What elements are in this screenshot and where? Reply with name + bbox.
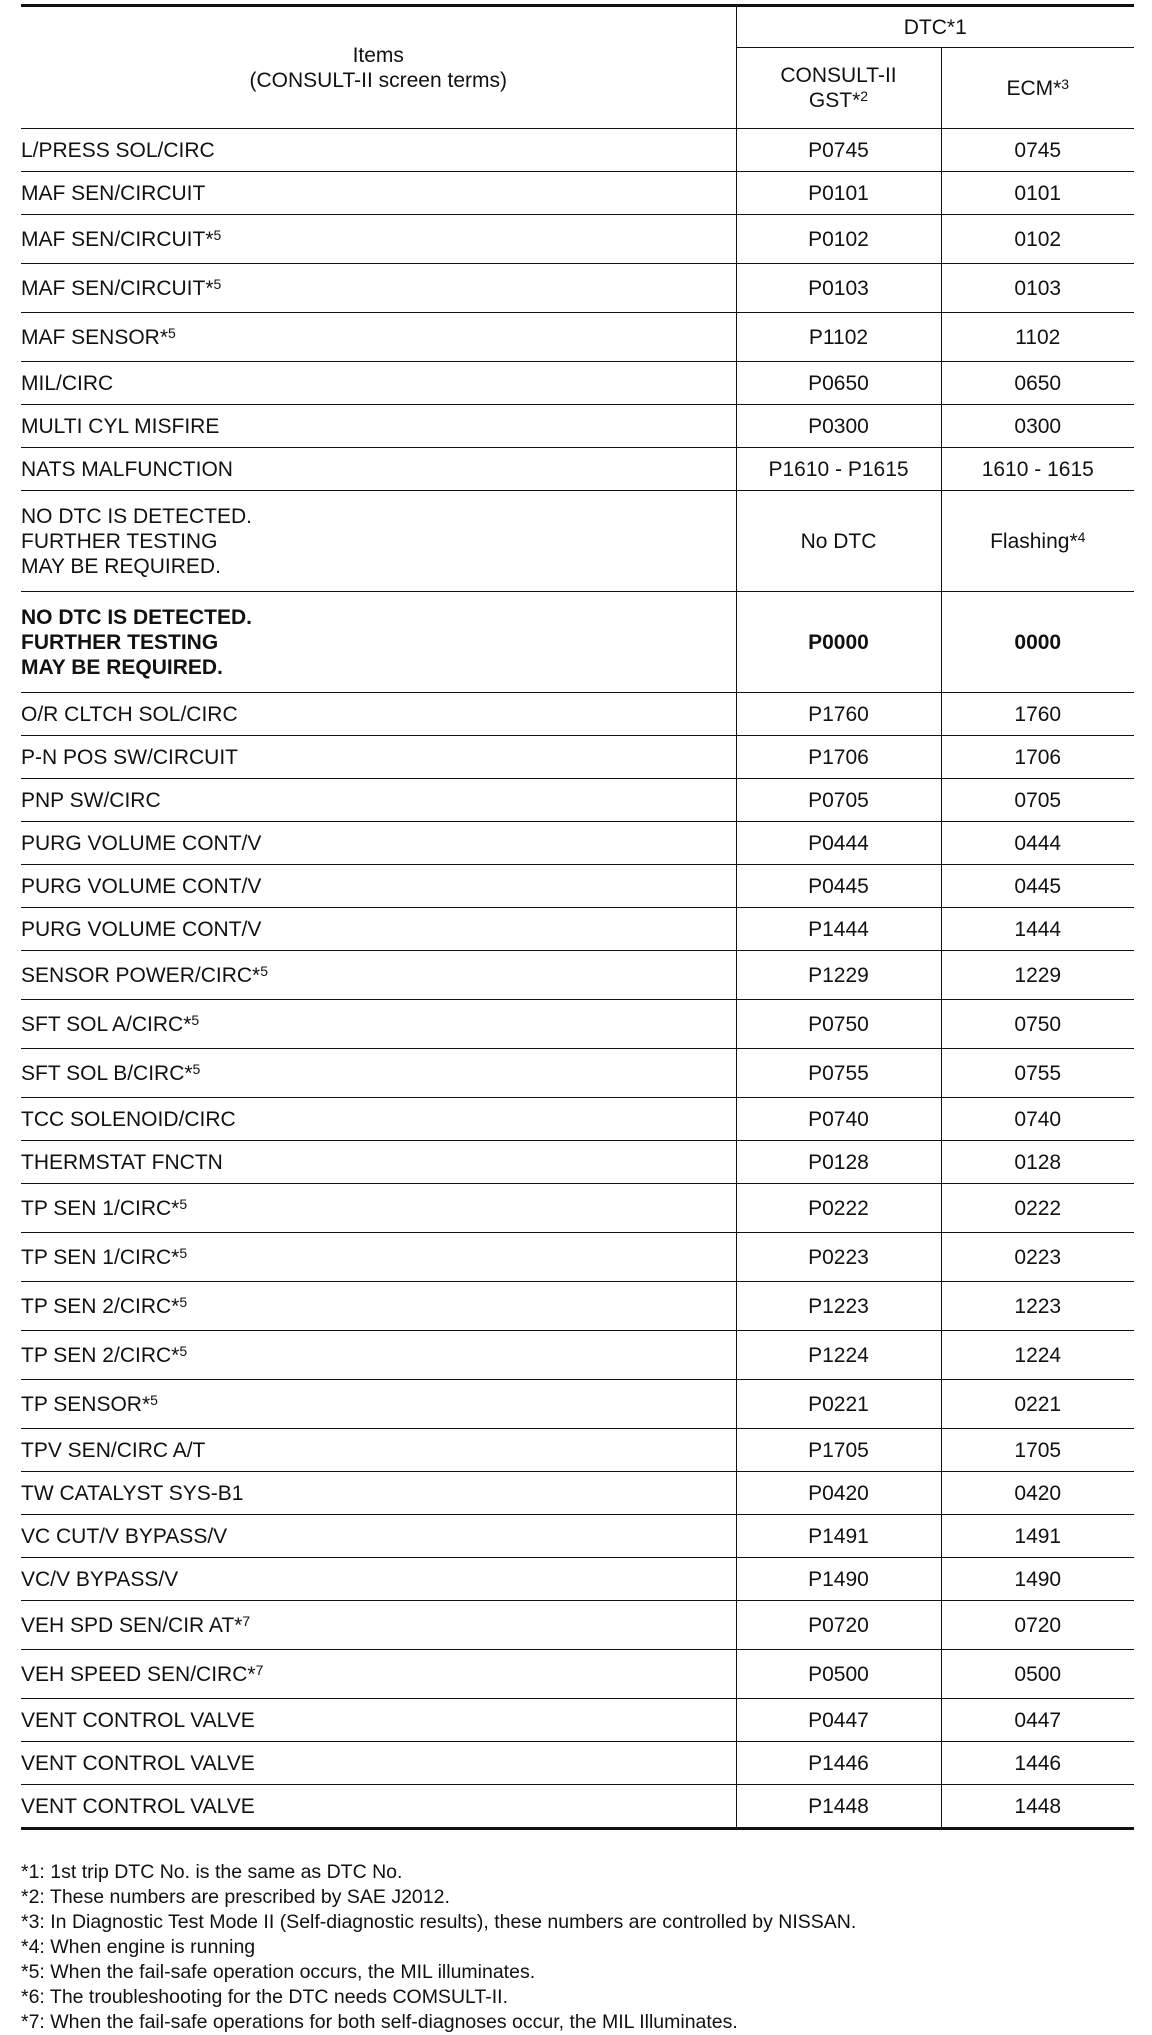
consult-gst-code: P1490 xyxy=(736,1558,941,1601)
footnote: *7: When the fail-safe operations for both self-diagnoses occur, the MIL Illuminates. xyxy=(21,2011,738,2033)
footnote-ref: 3 xyxy=(1061,75,1070,92)
ecm-code-text: 1224 xyxy=(1014,1343,1062,1367)
ecm-code xyxy=(941,1601,1134,1650)
ecm-code xyxy=(941,448,1134,491)
consult-gst-code: P0745 xyxy=(736,129,941,172)
table-row xyxy=(21,1742,1134,1785)
ecm-code-text: 0720 xyxy=(1014,1613,1062,1637)
consult-gst-code: P0650 xyxy=(736,362,941,405)
ecm-code xyxy=(941,1184,1134,1233)
item-cell xyxy=(21,1515,736,1558)
ecm-code xyxy=(941,1098,1134,1141)
item-cell xyxy=(21,1184,736,1233)
footnote: *1: 1st trip DTC No. is the same as DTC No. xyxy=(21,1861,403,1883)
ecm-column-header xyxy=(941,48,1134,129)
item-text: O/R CLTCH SOL/CIRC xyxy=(21,702,238,726)
items-column-header xyxy=(21,6,736,129)
table-row xyxy=(21,313,1134,362)
item-text: TP SEN 1/CIRC* xyxy=(21,1245,180,1269)
ecm-code-text: 0500 xyxy=(1014,1662,1062,1686)
ecm-code-text: 0222 xyxy=(1014,1196,1062,1220)
item-cell xyxy=(21,405,736,448)
item-text: TPV SEN/CIRC A/T xyxy=(21,1438,206,1462)
ecm-code-text: 0755 xyxy=(1014,1061,1062,1085)
items-header-line2: (CONSULT-II screen terms) xyxy=(249,68,507,92)
item-text: TP SENSOR* xyxy=(21,1392,151,1416)
ecm-code-text: 1705 xyxy=(1014,1438,1062,1462)
table-row xyxy=(21,1558,1134,1601)
ecm-code-text: 0745 xyxy=(1014,138,1062,162)
ecm-code xyxy=(941,1233,1134,1282)
ecm-code-text: 0221 xyxy=(1014,1392,1062,1416)
item-cell xyxy=(21,129,736,172)
table-row xyxy=(21,1699,1134,1742)
ecm-code xyxy=(941,362,1134,405)
table-row xyxy=(21,1380,1134,1429)
item-cell xyxy=(21,1558,736,1601)
ecm-code xyxy=(941,313,1134,362)
table-row xyxy=(21,1429,1134,1472)
item-cell xyxy=(21,362,736,405)
ecm-code-text: 1706 xyxy=(1014,745,1062,769)
footnote: *5: When the fail-safe operation occurs, the MIL illuminates. xyxy=(21,1961,536,1983)
ecm-code xyxy=(941,1000,1134,1049)
consult-gst-code: P1705 xyxy=(736,1429,941,1472)
footnote-ref: 5 xyxy=(191,1011,200,1028)
item-cell xyxy=(21,1331,736,1380)
ecm-code-text: 0705 xyxy=(1014,788,1062,812)
ecm-code-text: Flashing* xyxy=(990,529,1078,553)
consult-gst-code: P1706 xyxy=(736,736,941,779)
ecm-code-text: 1610 - 1615 xyxy=(981,457,1094,481)
item-text: VENT CONTROL VALVE xyxy=(21,1751,255,1775)
footnotes xyxy=(21,1860,1134,2035)
item-cell xyxy=(21,1472,736,1515)
ecm-code xyxy=(941,129,1134,172)
footnote: *4: When engine is running xyxy=(21,1936,256,1958)
ecm-code xyxy=(941,693,1134,736)
consult-gst-code: P0500 xyxy=(736,1650,941,1699)
table-row xyxy=(21,822,1134,865)
table-row xyxy=(21,1785,1134,1829)
ecm-code xyxy=(941,779,1134,822)
consult-gst-code: P0705 xyxy=(736,779,941,822)
item-cell xyxy=(21,1098,736,1141)
item-text: PURG VOLUME CONT/V xyxy=(21,874,262,898)
ecm-code xyxy=(941,491,1134,592)
item-text: MAF SEN/CIRCUIT* xyxy=(21,227,214,251)
consult-gst-code: P0740 xyxy=(736,1098,941,1141)
table-row xyxy=(21,1515,1134,1558)
ecm-code-text: 1446 xyxy=(1014,1751,1062,1775)
items-header-line1: Items xyxy=(352,43,404,67)
ecm-code-text: 0000 xyxy=(1014,630,1062,654)
consult-gst-code: P0447 xyxy=(736,1699,941,1742)
table-row xyxy=(21,448,1134,491)
item-text: MAF SEN/CIRCUIT* xyxy=(21,276,214,300)
footnote: *3: In Diagnostic Test Mode II (Self-diagnostic results), these numbers are controlled by NISSAN. xyxy=(21,1911,857,1933)
item-cell xyxy=(21,1049,736,1098)
footnote-ref: 5 xyxy=(260,962,268,979)
item-line: FURTHER TESTING xyxy=(21,529,218,553)
item-cell xyxy=(21,264,736,313)
item-cell xyxy=(21,313,736,362)
ecm-code xyxy=(941,1380,1134,1429)
table-row xyxy=(21,362,1134,405)
ecm-code xyxy=(941,1650,1134,1699)
table-row xyxy=(21,1282,1134,1331)
footnote: *6: The troubleshooting for the DTC needs COMSULT-II. xyxy=(21,1986,509,2008)
ecm-code-text: 0445 xyxy=(1014,874,1062,898)
footnote-ref: 5 xyxy=(179,1244,188,1261)
item-cell xyxy=(21,1699,736,1742)
consult-gst-code: P0222 xyxy=(736,1184,941,1233)
item-text: TCC SOLENOID/CIRC xyxy=(21,1107,236,1131)
consult-gst-code: P0101 xyxy=(736,172,941,215)
ecm-code-text: 1491 xyxy=(1014,1524,1062,1548)
item-text: VC/V BYPASS/V xyxy=(21,1567,179,1591)
item-text: PURG VOLUME CONT/V xyxy=(21,917,262,941)
ecm-code xyxy=(941,865,1134,908)
item-text: VC CUT/V BYPASS/V xyxy=(21,1524,228,1548)
item-line: MAY BE REQUIRED. xyxy=(21,655,223,679)
ecm-code xyxy=(941,1699,1134,1742)
consult-gst-code: P0128 xyxy=(736,1141,941,1184)
ecm-code xyxy=(941,908,1134,951)
ecm-code-text: 1223 xyxy=(1014,1294,1062,1318)
ecm-code-text: 0101 xyxy=(1014,181,1062,205)
table-row xyxy=(21,1233,1134,1282)
consult-gst-code: P1446 xyxy=(736,1742,941,1785)
ecm-code xyxy=(941,172,1134,215)
item-cell xyxy=(21,1000,736,1049)
table-row xyxy=(21,779,1134,822)
ecm-code-text: 1444 xyxy=(1014,917,1062,941)
footnote: *2: These numbers are prescribed by SAE J2012. xyxy=(21,1886,450,1908)
ecm-code-text: 0650 xyxy=(1014,371,1062,395)
table-row xyxy=(21,908,1134,951)
ecm-header-text: ECM* xyxy=(1006,76,1062,100)
consult-gst-code: P0102 xyxy=(736,215,941,264)
ecm-code xyxy=(941,1785,1134,1829)
consult-gst-code: P1760 xyxy=(736,693,941,736)
footnote-ref: 5 xyxy=(150,1391,158,1408)
item-cell xyxy=(21,1282,736,1331)
ecm-code-text: 0300 xyxy=(1014,414,1062,438)
item-text: SFT SOL A/CIRC* xyxy=(21,1012,192,1036)
ecm-code xyxy=(941,1472,1134,1515)
table-row xyxy=(21,865,1134,908)
consult-gst-code: P1229 xyxy=(736,951,941,1000)
consult-gst-code: P1444 xyxy=(736,908,941,951)
footnote-ref: 2 xyxy=(860,88,869,104)
ecm-code xyxy=(941,1282,1134,1331)
item-text: L/PRESS SOL/CIRC xyxy=(21,138,215,162)
item-cell xyxy=(21,951,736,1000)
ecm-code xyxy=(941,1515,1134,1558)
item-text: SFT SOL B/CIRC* xyxy=(21,1061,193,1085)
consult-gst-code: P1223 xyxy=(736,1282,941,1331)
ecm-code xyxy=(941,592,1134,693)
item-cell xyxy=(21,1650,736,1699)
ecm-code xyxy=(941,264,1134,313)
table-row xyxy=(21,693,1134,736)
table-row xyxy=(21,491,1134,592)
item-text: VENT CONTROL VALVE xyxy=(21,1794,255,1818)
table-row xyxy=(21,215,1134,264)
dtc-table-body xyxy=(21,129,1134,1829)
item-line: FURTHER TESTING xyxy=(21,630,219,654)
item-text: MIL/CIRC xyxy=(21,371,114,395)
dtc-table xyxy=(21,4,1134,1830)
item-text: P-N POS SW/CIRCUIT xyxy=(21,745,239,769)
item-cell xyxy=(21,736,736,779)
item-cell xyxy=(21,592,736,693)
item-text: VEH SPD SEN/CIR AT* xyxy=(21,1613,243,1637)
table-row xyxy=(21,405,1134,448)
table-row xyxy=(21,736,1134,779)
item-cell xyxy=(21,779,736,822)
ecm-code-text: 0103 xyxy=(1014,276,1062,300)
item-text: TP SEN 1/CIRC* xyxy=(21,1196,180,1220)
item-line: MAY BE REQUIRED. xyxy=(21,554,221,578)
consult-header-text: GST* xyxy=(808,89,861,112)
consult-gst-code: P1448 xyxy=(736,1785,941,1829)
ecm-code-text: 0750 xyxy=(1014,1012,1062,1036)
table-row xyxy=(21,264,1134,313)
table-row xyxy=(21,1000,1134,1049)
ecm-code-text: 1229 xyxy=(1014,963,1062,987)
table-row xyxy=(21,1472,1134,1515)
table-row xyxy=(21,1141,1134,1184)
table-row xyxy=(21,1184,1134,1233)
item-cell xyxy=(21,1785,736,1829)
item-text: TP SEN 2/CIRC* xyxy=(21,1343,180,1367)
footnote-ref: 7 xyxy=(242,1612,251,1629)
consult-gst-code: P0221 xyxy=(736,1380,941,1429)
ecm-code xyxy=(941,1742,1134,1785)
item-cell xyxy=(21,448,736,491)
dtc-group-header: DTC*1 xyxy=(736,6,1134,48)
consult-gst-code: P0000 xyxy=(736,592,941,693)
footnote-ref: 5 xyxy=(179,1293,188,1310)
table-row xyxy=(21,951,1134,1000)
table-row xyxy=(21,129,1134,172)
item-cell xyxy=(21,215,736,264)
footnote-ref: 5 xyxy=(179,1342,188,1359)
consult-column-header xyxy=(736,48,941,129)
consult-gst-code: P0720 xyxy=(736,1601,941,1650)
footnote-ref: 5 xyxy=(213,226,222,243)
ecm-code xyxy=(941,1049,1134,1098)
item-cell xyxy=(21,908,736,951)
item-cell xyxy=(21,1601,736,1650)
ecm-code-text: 0420 xyxy=(1014,1481,1062,1505)
ecm-code xyxy=(941,1558,1134,1601)
item-cell xyxy=(21,693,736,736)
consult-gst-code: P0445 xyxy=(736,865,941,908)
item-text: TW CATALYST SYS-B1 xyxy=(21,1481,244,1505)
item-text: VENT CONTROL VALVE xyxy=(21,1708,255,1732)
item-text: MULTI CYL MISFIRE xyxy=(21,414,220,438)
ecm-code xyxy=(941,1331,1134,1380)
consult-gst-code: P0420 xyxy=(736,1472,941,1515)
ecm-code-text: 0223 xyxy=(1014,1245,1062,1269)
footnote-ref: 5 xyxy=(192,1060,201,1077)
consult-gst-code: P0223 xyxy=(736,1233,941,1282)
table-row xyxy=(21,592,1134,693)
item-cell xyxy=(21,1233,736,1282)
ecm-code xyxy=(941,822,1134,865)
consult-gst-code: P0300 xyxy=(736,405,941,448)
item-cell xyxy=(21,1742,736,1785)
ecm-code-text: 0447 xyxy=(1014,1708,1062,1732)
ecm-code-text: 1490 xyxy=(1014,1567,1062,1591)
table-row xyxy=(21,1601,1134,1650)
ecm-code-text: 0102 xyxy=(1014,227,1062,251)
item-cell xyxy=(21,172,736,215)
ecm-code-text: 0128 xyxy=(1014,1150,1062,1174)
ecm-code-text: 0740 xyxy=(1014,1107,1062,1131)
footnote-ref: 4 xyxy=(1077,528,1086,545)
item-text: MAF SEN/CIRCUIT xyxy=(21,181,206,205)
item-line: NO DTC IS DETECTED. xyxy=(21,605,253,629)
ecm-code-text: 1760 xyxy=(1014,702,1062,726)
item-text: VEH SPEED SEN/CIRC* xyxy=(21,1662,256,1686)
consult-gst-code: P1224 xyxy=(736,1331,941,1380)
item-cell xyxy=(21,865,736,908)
ecm-code xyxy=(941,215,1134,264)
item-text: PURG VOLUME CONT/V xyxy=(21,831,262,855)
item-text: PNP SW/CIRC xyxy=(21,788,161,812)
table-row xyxy=(21,1650,1134,1699)
item-text: SENSOR POWER/CIRC* xyxy=(21,963,261,987)
item-cell xyxy=(21,491,736,592)
consult-gst-code: P1610 - P1615 xyxy=(736,448,941,491)
ecm-code-text: 0444 xyxy=(1014,831,1062,855)
table-row xyxy=(21,1331,1134,1380)
item-cell xyxy=(21,1429,736,1472)
item-cell xyxy=(21,822,736,865)
ecm-code xyxy=(941,405,1134,448)
footnote-ref: 7 xyxy=(255,1661,264,1678)
footnote-ref: 5 xyxy=(168,324,176,341)
consult-gst-code: P0103 xyxy=(736,264,941,313)
ecm-code-text: 1102 xyxy=(1015,325,1061,349)
table-row xyxy=(21,1049,1134,1098)
ecm-code xyxy=(941,1429,1134,1472)
consult-gst-code: P0750 xyxy=(736,1000,941,1049)
consult-gst-code: P0755 xyxy=(736,1049,941,1098)
item-text: NATS MALFUNCTION xyxy=(21,457,233,481)
item-line: NO DTC IS DETECTED. xyxy=(21,504,253,528)
consult-gst-code: P1102 xyxy=(736,313,941,362)
item-text: MAF SENSOR* xyxy=(21,325,169,349)
consult-header-line1: CONSULT-II xyxy=(780,64,897,87)
ecm-code xyxy=(941,736,1134,779)
item-cell xyxy=(21,1380,736,1429)
item-text: TP SEN 2/CIRC* xyxy=(21,1294,180,1318)
item-text: THERMSTAT FNCTN xyxy=(21,1150,223,1174)
ecm-code-text: 1448 xyxy=(1014,1794,1062,1818)
consult-gst-code: P0444 xyxy=(736,822,941,865)
table-row xyxy=(21,172,1134,215)
consult-header-line2 xyxy=(737,88,941,113)
table-row xyxy=(21,1098,1134,1141)
consult-gst-code: P1491 xyxy=(736,1515,941,1558)
ecm-code xyxy=(941,1141,1134,1184)
consult-gst-code: No DTC xyxy=(736,491,941,592)
ecm-code xyxy=(941,951,1134,1000)
footnote-ref: 5 xyxy=(213,275,222,292)
item-cell xyxy=(21,1141,736,1184)
footnote-ref: 5 xyxy=(179,1195,188,1212)
